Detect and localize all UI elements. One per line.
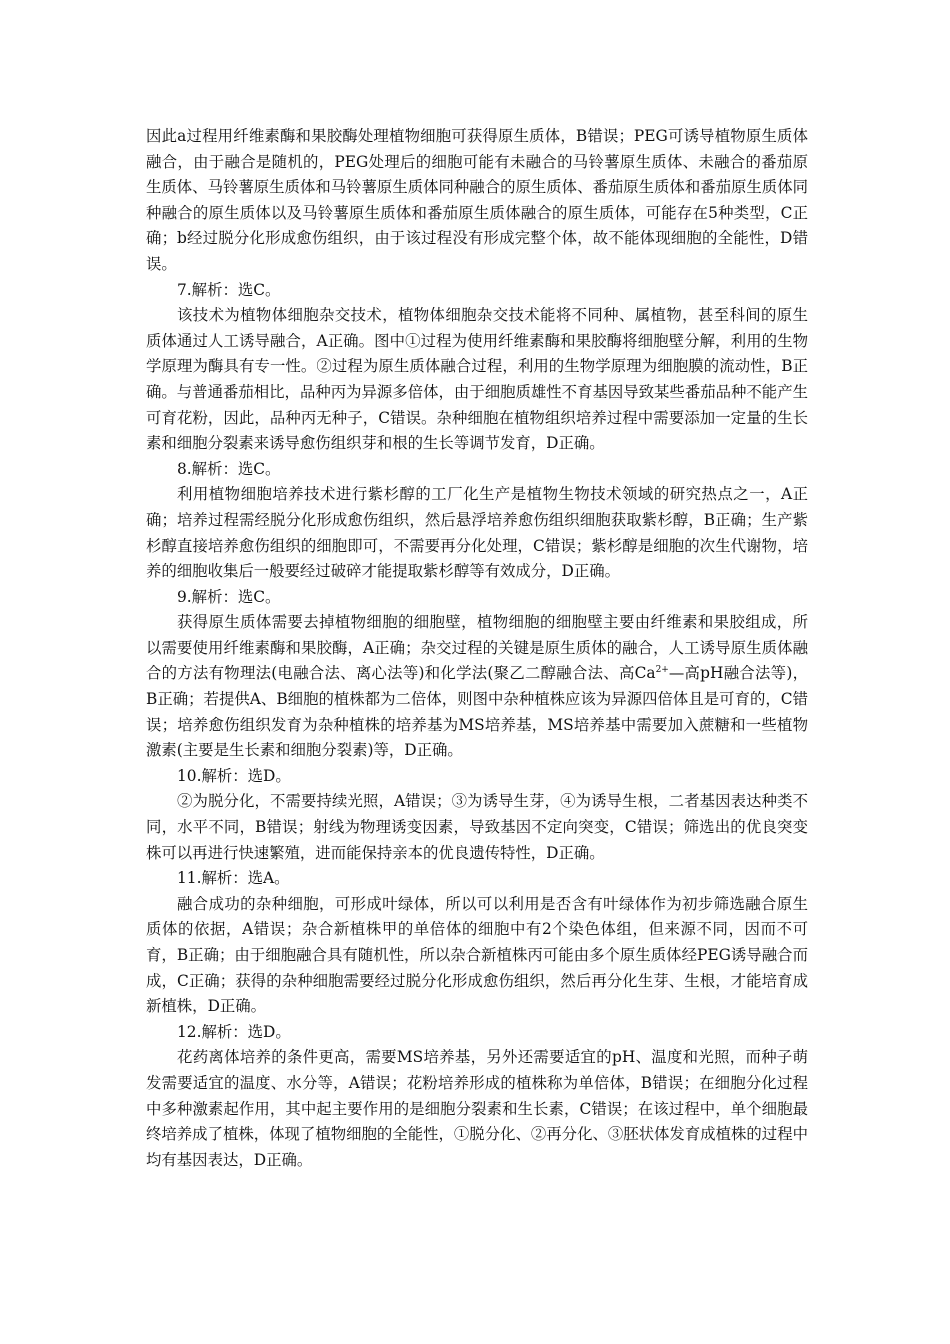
q12-body: 花药离体培养的条件更高，需要MS培养基，另外还需要适宜的pH、温度和光照，而种子萌发需要适宜的温度、水分等，A错误；花粉培养形成的植株称为单倍体，B错误；在细胞分化过程中多种激素起作用，其中起主要作用的是细胞分裂素和生长素，C错误；在该过程中，单个细胞最终培养成了植株，体现了植物细胞的全能性，①脱分化、②再分化、③胚状体发育成植株的过程中均有基因表达，D正确。 (146, 1048, 808, 1169)
q9-body (146, 610, 808, 764)
q9-body-part-b: —高pH融合法等)，B正确；若提供A、B细胞的植株都为二倍体，则图中杂种植株应该为异源四倍体且是可育的，C错误；培养愈伤组织发育为杂种植株的培养基为MS培养基，MS培养基中需要加入蔗糖和一些植物激素(主要是生长素和细胞分裂素)等，D正确。 (146, 664, 809, 760)
q8-heading: 8.解析：选C。 (177, 459, 281, 478)
q10-body: ②为脱分化，不需要持续光照，A错误；③为诱导生芽，④为诱导生根，二者基因表达种类不同，水平不同，B错误；射线为物理诱变因素，导致基因不定向突变，C错误；筛选出的优良突变株可以再进行快速繁殖，进而能保持亲本的优良遗传特性，D正确。 (146, 792, 808, 862)
q7-heading: 7.解析：选C。 (177, 280, 281, 299)
q9-body-part-a: 获得原生质体需要去掉植物细胞的细胞壁，植物细胞的细胞壁主要由纤维素和果胶组成，所以需要使用纤维素酶和果胶酶，A正确；杂交过程的关键是原生质体的融合，人工诱导原生质体融合的方法有物理法(电融合法、离心法等)和化学法(聚乙二醇融合法、高Ca (146, 613, 808, 683)
q9-heading: 9.解析：选C。 (177, 587, 281, 606)
q11-body: 融合成功的杂种细胞，可形成叶绿体，所以可以利用是否含有叶绿体作为初步筛选融合原生质体的依据，A错误；杂合新植株甲的单倍体的细胞中有2个染色体组，但来源不同，因而不可育，B正确；由于细胞融合具有随机性，所以杂合新植株丙可能由多个原生质体经PEG诱导融合而成，C正确；获得的杂种细胞需要经过脱分化形成愈伤组织，然后再分化生芽、生根，才能培育成新植株，D正确。 (146, 894, 808, 1016)
q7-body: 该技术为植物体细胞杂交技术，植物体细胞杂交技术能将不同种、属植物，甚至科间的原生质体通过人工诱导融合，A正确。图中①过程为使用纤维素酶和果胶酶将细胞壁分解，利用的生物学原理为酶具有专一性。②过程为原生质体融合过程，利用的生物学原理为细胞膜的流动性，B正确。与普通番茄相比，品种丙为异源多倍体，由于细胞质雄性不育基因导致某些番茄品种不能产生可育花粉，因此，品种丙无种子，C错误。杂种细胞在植物组织培养过程中需要添加一定量的生长素和细胞分裂素来诱导愈伤组织芽和根的生长等调节发育，D正确。 (146, 306, 808, 453)
q11-heading: 11.解析：选A。 (177, 869, 290, 888)
intro-paragraph: 因此a过程用纤维素酶和果胶酶处理植物细胞可获得原生质体，B错误；PEG可诱导植物原生质体融合，由于融合是随机的，PEG处理后的细胞可能有未融合的马铃薯原生质体、未融合的番茄原生质体、马铃薯原生质体和马铃薯原生质体同种融合的原生质体、番茄原生质体和番茄原生质体同种融合的原生质体以及马铃薯原生质体和番茄原生质体融合的原生质体，可能存在5种类型，C正确；b经过脱分化形成愈伤组织，由于该过程没有形成完整个体，故不能体现细胞的全能性，D错误。 (146, 127, 808, 273)
q10-heading: 10.解析：选D。 (177, 766, 291, 785)
q8-body: 利用植物细胞培养技术进行紫杉醇的工厂化生产是植物生物技术领域的研究热点之一，A正确；培养过程需经脱分化形成愈伤组织，然后悬浮培养愈伤组织细胞获取紫杉醇，B正确；生产紫杉醇直接培养愈伤组织的细胞即可，不需要再分化处理，C错误；紫杉醇是细胞的次生代谢物，培养的细胞收集后一般要经过破碎才能提取紫杉醇等有效成分，D正确。 (146, 485, 808, 581)
answer-document (146, 124, 808, 1173)
q12-heading: 12.解析：选D。 (177, 1022, 291, 1041)
q9-calcium-charge: 2+ (655, 665, 669, 676)
